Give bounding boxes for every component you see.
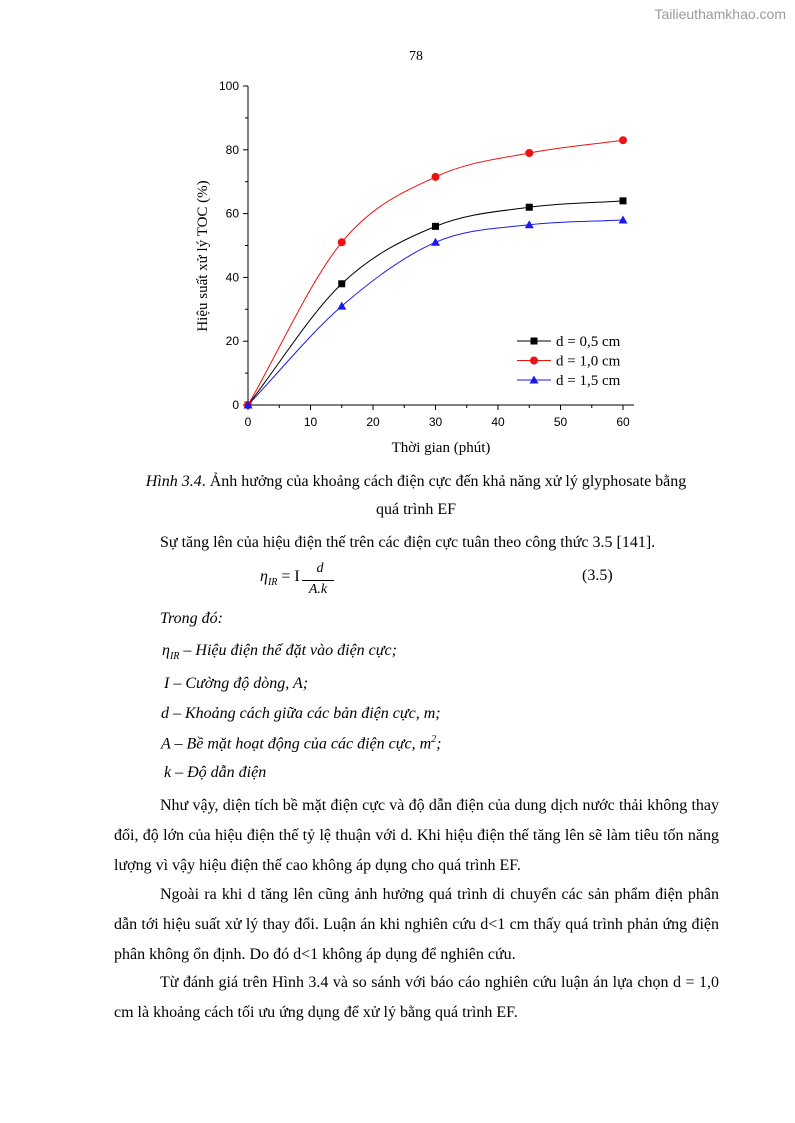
- definition-a-superscript: 2: [431, 734, 437, 745]
- series-1-point: [620, 197, 627, 204]
- series-2-point: [525, 149, 533, 157]
- definition-a-end: ;: [436, 735, 442, 753]
- formula-eta-subscript: IR: [267, 577, 278, 589]
- y-tick-label: 60: [225, 206, 239, 221]
- definition-eta-subscript: IR: [169, 651, 180, 663]
- series-1-point: [338, 280, 345, 287]
- x-tick-label: 60: [616, 415, 630, 429]
- legend-label-2: d = 1,0 cm: [556, 353, 621, 370]
- watermark: Tailieuthamkhao.com: [654, 6, 786, 22]
- y-tick-label: 80: [225, 142, 239, 157]
- formula-numerator: d: [316, 561, 324, 576]
- formula-denominator: A.k: [308, 582, 328, 597]
- x-tick-label: 50: [553, 415, 568, 429]
- series-1-point: [432, 223, 439, 230]
- caption-line-1: . Ảnh hưởng của khoảng cách điện cực đến khả năng xử lý glyphosate bằng: [201, 473, 687, 490]
- y-tick-label: 20: [225, 334, 239, 349]
- caption-line-2: quá trình EF: [376, 501, 456, 518]
- legend-label-1: d = 0,5 cm: [556, 334, 621, 350]
- series-2-point: [619, 136, 627, 144]
- y-tick-label: 100: [218, 79, 239, 93]
- legend-label-3: d = 1,5 cm: [556, 373, 621, 389]
- chart-legend: [517, 334, 621, 389]
- legend-marker-1: [531, 338, 538, 345]
- page-number: 78: [409, 49, 423, 64]
- paragraph-3: Từ đánh giá trên Hình 3.4 và so sánh với báo cáo nghiên cứu luận án lựa chọn d = 1,0 cm là khoảng cách tối ưu ứng dụng để xử lý bằng quá trình EF.: [114, 974, 719, 1021]
- x-tick-label: 20: [366, 415, 380, 429]
- legend-marker-2: [530, 357, 538, 365]
- formula-lhs: [260, 568, 300, 588]
- y-tick-label: 40: [225, 270, 239, 285]
- definition-a: [161, 734, 441, 753]
- formula-rhs-prefix: = I: [281, 568, 300, 585]
- definition-eta-symbol: η: [162, 642, 170, 659]
- intro-sentence: Sự tăng lên của hiệu điện thế trên các điện cực tuân theo công thức 3.5 [141].: [160, 534, 656, 551]
- x-tick-label: 30: [428, 415, 443, 429]
- x-axis-title: Thời gian (phút): [391, 440, 491, 456]
- definition-eta-text: – Hiệu điện thế đặt vào điện cực;: [179, 642, 397, 659]
- x-tick-label: 10: [303, 415, 318, 429]
- formula-eta-symbol: η: [260, 568, 268, 585]
- y-axis-title: Hiệu suất xử lý TOC (%): [195, 180, 211, 332]
- toc-efficiency-chart: [0, 0, 795, 470]
- series-2-point: [432, 173, 440, 181]
- paragraph-2: Ngoài ra khi d tăng lên cũng ảnh hưởng quá trình di chuyển các sản phẩm điện phân dẫn tới hiệu suất xử lý thay đổi. Luận án khi nghiên cứu d<1 cm thấy quá trình phản ứng điện phân không ổn định. Do đó d<1 không áp dụng để nghiên cứu.: [114, 886, 719, 963]
- y-tick-label: 0: [232, 398, 239, 412]
- definition-k: k – Độ dẫn điện: [164, 764, 267, 781]
- formula-number: (3.5): [582, 567, 613, 584]
- fraction-bar: [302, 580, 334, 581]
- definition-d: d – Khoảng cách giữa các bản điện cực, m;: [161, 705, 441, 722]
- series-2-point: [338, 238, 346, 246]
- series-3-point: [431, 238, 440, 246]
- series-3-point: [619, 215, 628, 223]
- definitions-heading: Trong đó:: [160, 610, 223, 627]
- series-1-point: [526, 204, 533, 211]
- figure-caption: [100, 468, 732, 524]
- x-tick-label: 40: [491, 415, 505, 429]
- definition-i: I – Cường độ dòng, A;: [164, 675, 309, 692]
- x-tick-label: 0: [244, 415, 252, 429]
- paragraph-1: Như vậy, diện tích bề mặt điện cực và độ dẫn điện của dung dịch nước thải không thay đổi, độ lớn của hiệu điện thế tỷ lệ thuận với d. Khi hiệu điện thế tăng lên sẽ làm tiêu tốn năng lượng vì vậy hiệu điện thế cao không áp dụng cho quá trình EF.: [114, 797, 719, 874]
- figure-label: Hình 3.4: [145, 473, 202, 490]
- definition-a-text: A – Bề mặt hoạt động của các điện cực, m: [161, 735, 432, 753]
- definition-eta: [162, 642, 397, 662]
